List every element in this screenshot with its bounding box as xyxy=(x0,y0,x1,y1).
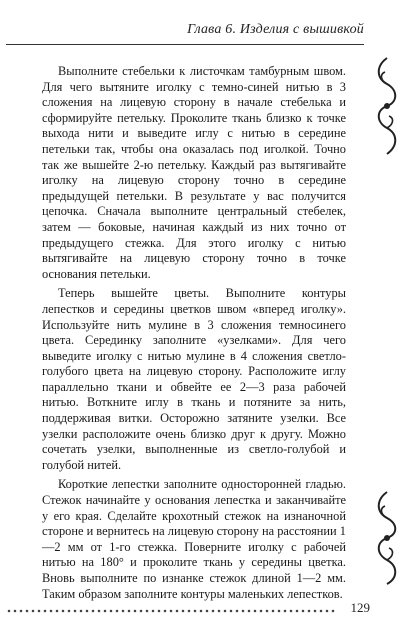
paragraph: Теперь вышейте цветы. Выполните контуры лепестков и середины цветков швом «вперед иголку». Используйте нить мулине в 3 сложения темносинего цвета. Серединку заполните «узелками». Для чего выведите иголку с нитью мулине в 4 сложения светло-голубого цвета на лицевую сторону. Расположите иглу параллельно ткани и обвейте ее 2—3 раза рабочей нитью. Воткните иглу в ткань и потяните за нить, поддерживая витки. Осторожно затяните узелки. Все узелки расположите очень близко друг к другу. Можно сочетать узелки, выполненные из светло-голубой и голубой нитей. xyxy=(42,286,346,472)
header-rule xyxy=(6,44,364,45)
paragraph: Выполните стебельки к листочкам тамбурным швом. Для чего вытяните иголку с темно-синей нитью в 3 сложения на лицевую сторону в начале стебелька и сформируйте петельку. Проколите ткань близко к точке выхода нити и выведите иглу с нитью в середине петельки так, чтобы она оказалась под иголкой. Точно так же вышейте 2-ю петельку. Каждый раз вытягивайте иголку на лицевую сторону точно в середине предыдущей петельки. В результате у вас получится цепочка. Сначала выполните центральный стебелек, затем — боковые, начиная каждый из них точно от предыдущего стежка. Для этого иголку с нитью вытягивайте на лицевую сторону точно в точке основания петельки. xyxy=(42,64,346,281)
paragraph: Короткие лепестки заполните односторонней гладью. Стежок начинайте у основания лепестка и заканчивайте у его края. Сделайте крохотный стежок на изнаночной стороне и вернитесь на лицевую сторону на расстоянии 1—2 мм от 1-го стежка. Поверните иголку с рабочей нитью на 180° и проколите ткань у середины цветка. Вновь выполните по изнанке стежок длиной 1—2 мм. Таким образом заполните контуры маленьких лепестков. xyxy=(42,477,346,601)
flourish-ornament-bottom xyxy=(370,490,404,586)
page-number: 129 xyxy=(350,600,370,615)
flourish-ornament-top xyxy=(370,56,404,156)
body-text xyxy=(42,64,346,606)
footer-dotted-rule xyxy=(6,608,336,614)
running-header: Глава 6. Изделия с вышивкой xyxy=(187,22,364,37)
